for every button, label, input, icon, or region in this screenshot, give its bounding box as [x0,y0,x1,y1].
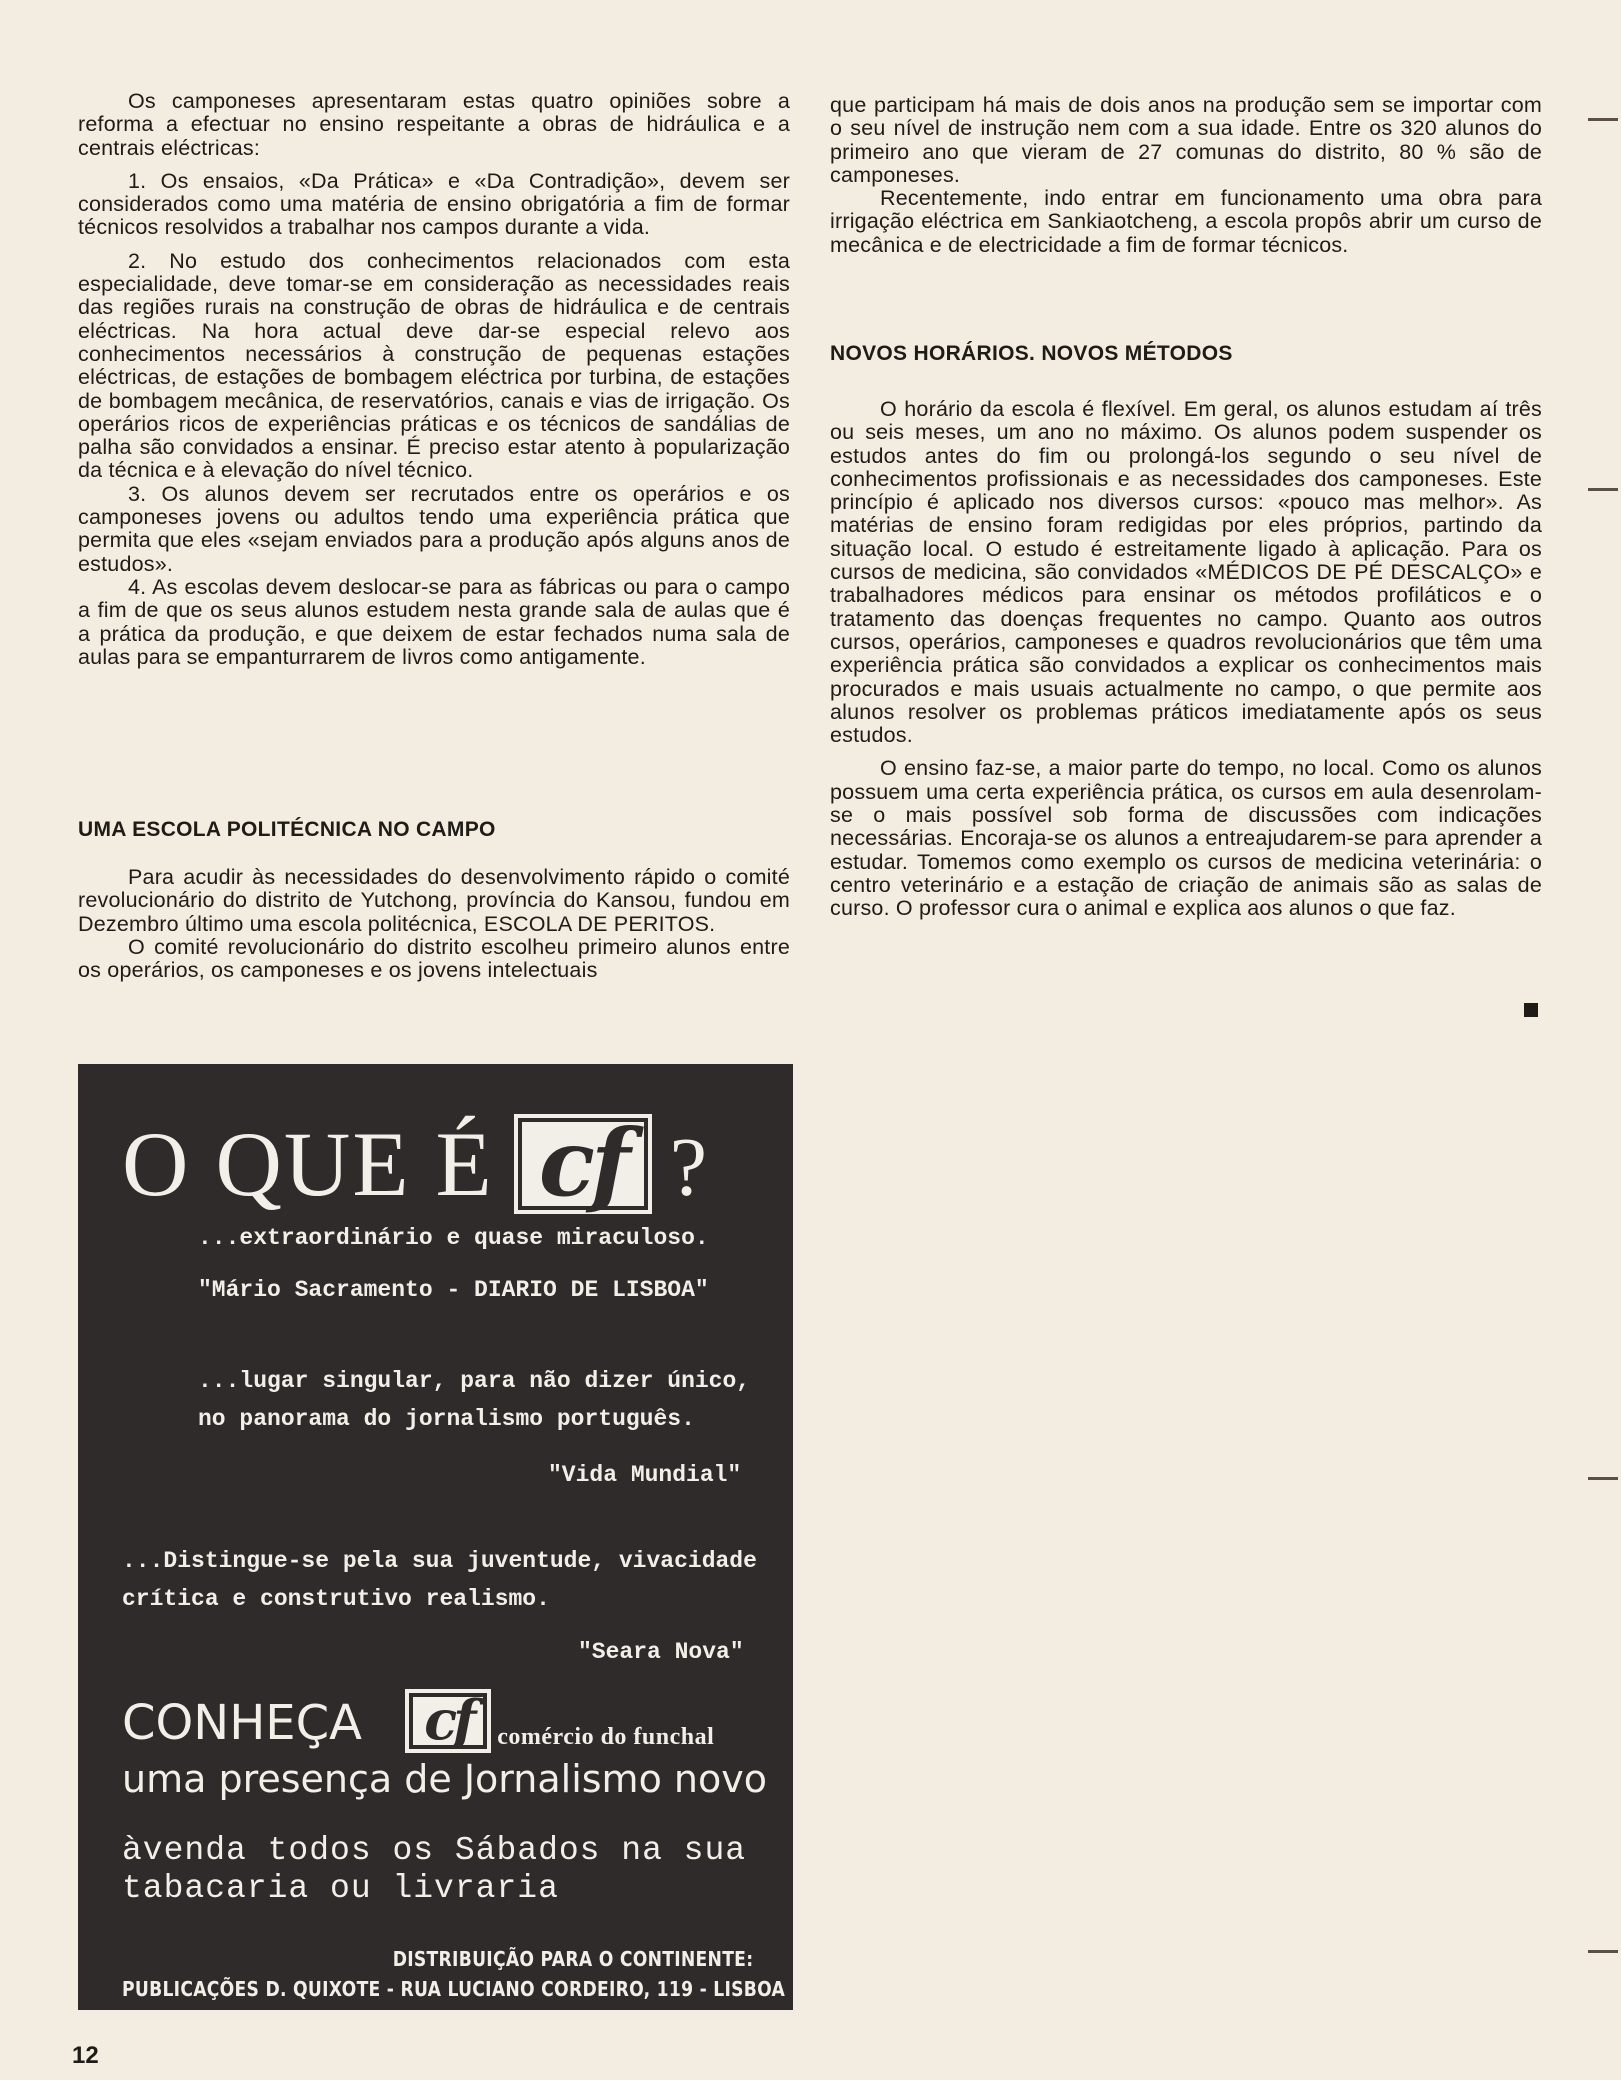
horarios-section [830,398,1542,921]
quote-2 [198,1362,750,1438]
brand-name: comércio do funchal [497,1724,715,1750]
ad-cta-line [122,1689,714,1753]
quote-3 [122,1542,757,1618]
left-column [78,90,790,669]
ad-distribution: DISTRIBUIÇÃO PARA O CONTINENTE: [392,1947,753,1971]
brand-lockup [405,1689,714,1753]
ad-sale-info [122,1832,746,1908]
ad-headline [122,1104,709,1224]
quote-3-source: "Seara Nova" [578,1639,744,1665]
page-number: 12 [72,2042,99,2069]
edge-mark [1588,488,1618,491]
quote-2-line-1: ...lugar singular, para não dizer único, [198,1368,751,1394]
advertisement-box [78,1064,793,2010]
cf-small-logo-icon: cf [405,1689,491,1753]
politecnica-section [78,866,790,982]
horarios-paragraph-1: O horário da escola é flexível. Em geral, os alunos estudam aí três ou seis meses, um ano no máximo. Os alunos podem suspender os estudos antes do fim ou prolongá-los segundo o seu nível de conhecimentos profissionais e as necessidades dos camponeses. Este princípio é aplicado nos diversos cursos: «pouco mas melhor». As matérias de ensino foram redigidas por eles próprios, partindo da situação local. O estudo é estreitamente ligado à aplicação. Para os cursos de medicina, são convidados «MÉDICOS DE PÉ DESCALÇO» e trabalhadores médicos para ensinar os métodos profiláticos e o tratamento das doenças frequentes no campo. Quanto aos outros cursos, operários, camponeses e quadros revolucionários que têm uma experiência prática são convidados a explicar os conhecimentos mais procurados e mais usuais actualmente no campo, o que permite aos alunos resolver os problemas práticos imediatamente após os seus estudos. [830,397,1542,748]
edge-mark [1588,1950,1618,1953]
ad-sale-line-2: tabacaria ou livraria [122,1870,559,1907]
quote-1: ...extraordinário e quase miraculoso. [198,1225,709,1251]
horarios-paragraph-2: O ensino faz-se, a maior parte do tempo, no local. Como os alunos possuem uma certa experiência prática, os cursos em aula desenrolam-se o mais possível sob forma de discussões com indicações necessárias. Encoraja-se os alunos a entreajudarem-se para aprender a estudar. Tomemos como exemplo os cursos de medicina veterinária: o centro veterinário e a estação de criação de animais são as salas de curso. O professor cura o animal e explica aos alunos o que faz. [830,756,1542,921]
quote-3-line-2: crítica e construtivo realismo. [122,1586,550,1612]
cf-logo-icon: cf [514,1114,652,1214]
ad-cta-text: CONHEÇA [122,1695,362,1751]
ad-headline-text: O QUE É [122,1113,494,1215]
point-4: 4. As escolas devem deslocar-se para as fábricas ou para o campo a fim de que os seus alunos estudem nesta grande sala de aulas que é a prática da produção, e que deixem de estar fechados numa sala de aulas para se empanturrarem de livros como antigamente. [78,574,790,669]
section-heading-politecnica: UMA ESCOLA POLITÉCNICA NO CAMPO [78,818,496,841]
ad-publisher: PUBLICAÇÕES D. QUIXOTE - RUA LUCIANO CORDEIRO, 119 - LISBOA [122,1977,786,2001]
quote-2-source: "Vida Mundial" [548,1462,742,1488]
edge-mark [1588,118,1618,121]
ad-question-mark: ? [669,1121,710,1214]
end-of-article-square-icon [1524,1003,1538,1017]
quote-3-line-1: ...Distingue-se pela sua juventude, vivacidade [122,1548,757,1574]
ad-sale-line-1: àvenda todos os Sábados na sua [122,1832,747,1869]
point-2: 2. No estudo dos conhecimentos relacionados com esta especialidade, deve tomar-se em consideração as necessidades reais das regiões rurais na construção de obras de hidráulica e de centrais eléctricas. Na hora actual deve dar-se especial relevo aos conhecimentos necessários à construção de pequenas estações eléctricas, de estações de bombagem eléctrica por turbina, de estações de bombagem mecânica, de reservatórios, canais e vias de irrigação. Os operários ricos de experiências práticas e os técnicos de sandálias de palha são convidados a ensinar. É preciso estar atento à popularização da técnica e à elevação do nível técnico. [78,248,790,483]
quote-2-line-2: no panorama do jornalismo português. [198,1406,695,1432]
quote-1-source: "Mário Sacramento - DIARIO DE LISBOA" [198,1277,709,1303]
intro-paragraph: Os camponeses apresentaram estas quatro opiniões sobre a reforma a efectuar no ensino respeitante a obras de hidráulica e a centrais eléctricas: [78,89,790,160]
point-1: 1. Os ensaios, «Da Prática» e «Da Contradição», devem ser considerados como uma matéria de ensino obrigatória a fim de formar técnicos resolvidos a trabalhar nos campos durante a vida. [78,168,790,240]
politecnica-paragraph-1: Para acudir às necessidades do desenvolvimento rápido o comité revolucionário do distrito de Yutchong, província do Kansou, fundou em Dezembro último uma escola politécnica, ESCOLA DE PERITOS. [78,865,790,936]
ad-tagline: uma presença de Jornalismo novo [122,1757,767,1801]
politecnica-paragraph-2: O comité revolucionário do distrito escolheu primeiro alunos entre os operários, os camponeses e os jovens intelectuais [78,934,790,983]
continuation-paragraph: que participam há mais de dois anos na produção sem se importar com o seu nível de instrução nem com a sua idade. Entre os 320 alunos do primeiro ano que vieram de 27 comunas do distrito, 80 % são de camponeses. [830,93,1542,187]
irrigation-paragraph: Recentemente, indo entrar em funcionamento uma obra para irrigação eléctrica em Sankiaotcheng, a escola propôs abrir um curso de mecânica e de electricidade a fim de formar técnicos. [830,186,1542,257]
section-heading-horarios: NOVOS HORÁRIOS. NOVOS MÉTODOS [830,342,1233,365]
right-column [830,94,1542,257]
edge-mark [1588,1477,1618,1480]
point-3: 3. Os alunos devem ser recrutados entre os operários e os camponeses jovens ou adultos tendo uma experiência prática que permita que eles «sejam enviados para a produção após alguns anos de estudos». [78,481,790,576]
